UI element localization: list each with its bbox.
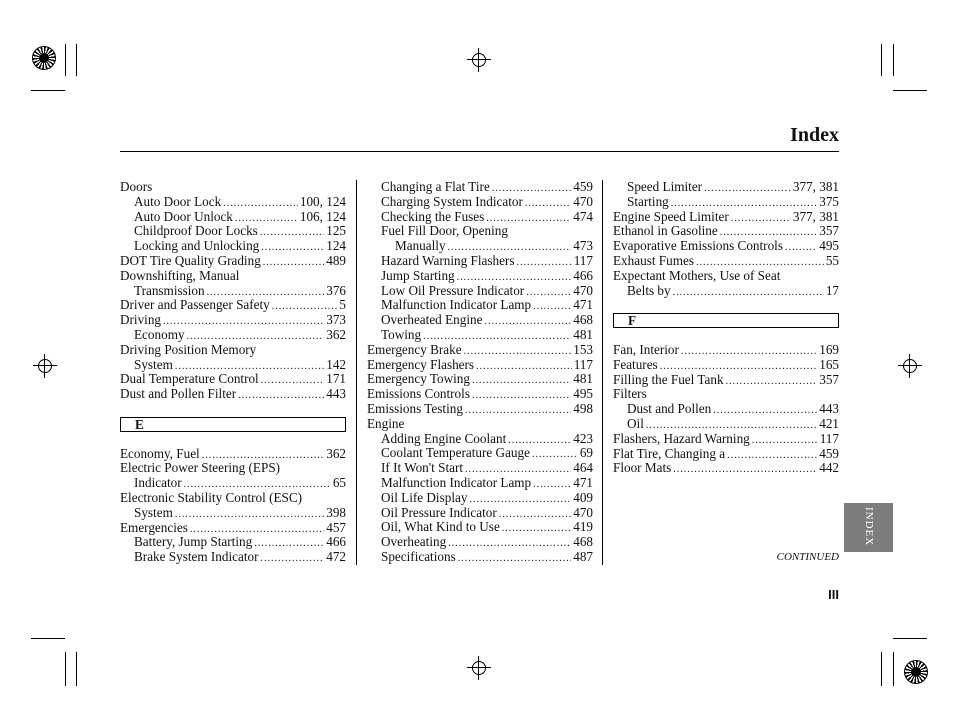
entry-term: Doors [120,179,153,194]
dot-leader [731,212,791,227]
entry-term: Manually [395,238,446,254]
registration-sun-mark [904,660,928,684]
entry-page-number: 375 [819,193,839,209]
entry-page-number: 481 [573,371,593,387]
column-divider [602,180,603,565]
dot-leader [752,434,818,449]
dot-leader [260,226,324,241]
tab-label: INDEX [863,507,875,547]
title-rule [120,151,839,152]
dot-leader [238,389,324,404]
section-gap [120,432,346,447]
index-entry[interactable] [613,269,839,284]
entry-term: If It Won't Start [381,460,464,476]
index-entry[interactable] [120,210,346,225]
entry-term: Driver and Passenger Safety [120,297,270,313]
dot-leader [673,463,817,478]
page-number: III [828,587,839,602]
index-entry[interactable] [613,210,839,225]
entry-term: Emergencies [120,519,188,535]
index-entry[interactable] [367,372,593,387]
index-entry[interactable] [367,358,593,373]
section-gap [120,402,346,417]
entry-page-number: 474 [573,208,593,224]
entry-page-number: 457 [326,519,346,535]
entry-term: Economy [134,326,185,342]
dot-leader [713,404,817,419]
index-entry[interactable] [367,446,593,461]
index-entry[interactable] [120,298,346,313]
dot-leader [525,197,571,212]
index-entry[interactable] [367,402,593,417]
index-entry[interactable] [367,343,593,358]
entry-term: Filters [613,386,647,402]
entry-page-number: 362 [326,445,346,461]
entry-term: Emissions Controls [367,386,470,402]
entry-term: Driving [120,312,162,328]
dot-leader [704,182,791,197]
index-entry[interactable] [613,254,839,269]
entry-term: Locking and Unlocking [134,238,260,254]
entry-term: Fuel Fill Door, Opening [381,223,508,239]
crop-mark [65,652,66,686]
entry-term: Towing [381,326,422,342]
entry-page-number: 473 [573,238,593,254]
index-entry[interactable] [613,180,839,195]
entry-term: Emergency Flashers [367,356,475,372]
index-entry[interactable] [120,224,346,239]
entry-page-number: 487 [573,548,593,564]
index-entry[interactable] [367,269,593,284]
dot-leader [499,508,571,523]
entry-term: Driving Position Memory [120,341,257,357]
entry-term: Engine Speed Limiter [613,208,729,224]
entry-page-number: 470 [573,193,593,209]
entry-page-number: 117 [573,252,593,268]
crop-mark [893,638,927,639]
entry-term: Emergency Towing [367,371,470,387]
index-entry[interactable] [120,284,346,299]
index-entry[interactable] [613,358,839,373]
index-entry[interactable] [120,180,346,195]
entry-term: Childproof Door Locks [134,223,258,239]
dot-leader [261,552,325,567]
entry-page-number: 373 [326,312,346,328]
entry-term: System [134,504,173,520]
section-gap [613,328,839,343]
dot-leader [472,374,571,389]
crop-mark [893,652,894,686]
dot-leader [448,537,571,552]
dot-leader [458,552,572,567]
entry-page-number: 468 [573,312,593,328]
entry-term: Features [613,356,658,372]
index-entry[interactable] [120,491,346,506]
entry-term: Electronic Stability Control (ESC) [120,489,303,505]
entry-page-number: 142 [326,356,346,372]
entry-page-number: 376 [326,282,346,298]
entry-term: Oil Pressure Indicator [381,504,497,520]
page-title: Index [790,124,839,146]
dot-leader [484,315,571,330]
entry-term: Auto Door Lock [134,193,222,209]
entry-page-number: 464 [573,460,593,476]
index-entry[interactable] [120,506,346,521]
index-section-tab[interactable] [844,503,893,552]
entry-term: Checking the Fuses [381,208,485,224]
dot-leader [533,300,571,315]
entry-term: Transmission [134,282,205,298]
entry-page-number: 443 [326,386,346,402]
entry-page-number: 169 [819,341,839,357]
entry-page-number: 423 [573,430,593,446]
entry-term: Speed Limiter [627,179,703,194]
dot-leader [533,478,571,493]
dot-leader [472,389,571,404]
column-divider [356,180,357,565]
entry-term: Evaporative Emissions Controls [613,238,783,254]
entry-page-number: 466 [326,534,346,550]
entry-term: Overheating [381,534,447,550]
entry-page-number: 472 [326,549,346,565]
dot-leader [175,508,324,523]
entry-page-number: 495 [573,386,593,402]
entry-page-number: 398 [326,504,346,520]
index-entry[interactable] [367,520,593,535]
index-entry[interactable] [367,254,593,269]
index-entry[interactable] [120,254,346,269]
entry-page-number: 419 [573,519,593,535]
entry-page-number: 171 [326,371,346,387]
dot-leader [681,345,817,360]
index-entry[interactable] [367,313,593,328]
entry-term: Economy, Fuel [120,445,200,461]
index-entry[interactable] [120,343,346,358]
entry-page-number: 471 [573,474,593,490]
entry-term: Belts by [627,282,671,298]
index-entry[interactable] [367,432,593,447]
index-entry[interactable] [367,417,593,432]
entry-page-number: 470 [573,282,593,298]
registration-crosshair [33,354,57,378]
entry-term: Electric Power Steering (EPS) [120,460,281,476]
dot-leader [163,315,324,330]
index-entry[interactable] [367,180,593,195]
entry-term: Exhaust Fumes [613,252,694,268]
index-column-2 [367,180,593,565]
crop-mark [881,44,882,76]
entry-page-number: 117 [573,356,593,372]
index-entry[interactable] [367,506,593,521]
index-entry[interactable] [613,373,839,388]
continued-label: CONTINUED [776,551,839,563]
entry-page-number: 153 [573,341,593,357]
index-entry[interactable] [367,328,593,343]
index-entry[interactable] [120,447,346,462]
entry-term: Overheated Engine [381,312,483,328]
index-entry[interactable] [120,239,346,254]
entry-term: Filling the Fuel Tank [613,371,724,387]
entry-page-number: 69 [579,445,593,461]
entry-term: Engine [367,415,405,431]
index-entry[interactable] [613,224,839,239]
entry-page-number: 459 [573,179,593,194]
entry-page-number: 443 [819,401,839,417]
dot-leader [727,449,817,464]
entry-page-number: 470 [573,504,593,520]
dot-leader [261,374,324,389]
index-entry[interactable] [613,402,839,417]
dot-leader [223,197,298,212]
entry-page-number: 377, 381 [792,208,839,224]
index-entry[interactable] [120,550,346,565]
entry-page-number: 362 [326,326,346,342]
index-entry[interactable] [613,387,839,402]
entry-term: Coolant Temperature Gauge [381,445,530,461]
entry-term: Emissions Testing [367,400,463,416]
dot-leader [254,537,324,552]
entry-page-number: 466 [573,267,593,283]
index-entry[interactable] [613,461,839,476]
dot-leader [526,286,571,301]
dot-leader [673,286,824,301]
entry-page-number: 377, 381 [792,179,839,194]
index-entry[interactable] [120,521,346,536]
crop-mark [65,44,66,76]
crop-mark [881,652,882,686]
index-entry[interactable] [613,417,839,432]
dot-leader [464,345,572,360]
index-entry[interactable] [367,461,593,476]
entry-term: Flashers, Hazard Warning [613,430,750,446]
entry-page-number: 65 [332,475,346,491]
index-entry[interactable] [613,432,839,447]
entry-page-number: 125 [326,223,346,239]
section-gap [613,298,839,313]
index-entry[interactable] [367,210,593,225]
entry-term: Hazard Warning Flashers [381,252,515,268]
crop-mark [31,90,65,91]
index-entry[interactable] [367,387,593,402]
entry-term: Floor Mats [613,460,672,476]
index-entry[interactable] [367,298,593,313]
registration-crosshair [467,656,491,680]
index-column-1 [120,180,346,565]
entry-page-number: 442 [819,460,839,476]
index-entry[interactable] [367,476,593,491]
index-entry[interactable] [613,284,839,299]
index-entry[interactable] [120,461,346,476]
dot-leader [476,360,572,375]
crop-mark [893,90,927,91]
entry-page-number: 165 [819,356,839,372]
entry-page-number: 55 [825,252,839,268]
entry-term: Dual Temperature Control [120,371,259,387]
entry-term: Downshifting, Manual [120,267,240,283]
index-entry[interactable] [367,224,593,239]
index-entry[interactable] [120,328,346,343]
dot-leader [785,241,817,256]
entry-page-number: 100, 124 [299,193,346,209]
entry-page-number: 117 [819,430,839,446]
section-letter-header: F [613,313,839,328]
entry-term: DOT Tire Quality Grading [120,252,261,268]
entry-term: Dust and Pollen [627,401,712,417]
index-entry[interactable] [120,372,346,387]
entry-term: Specifications [381,548,456,564]
entry-term: Indicator [134,475,182,491]
registration-crosshair [898,354,922,378]
entry-page-number: 106, 124 [299,208,346,224]
entry-term: Flat Tire, Changing a [613,445,726,461]
entry-page-number: 124 [326,238,346,254]
entry-page-number: 498 [573,400,593,416]
entry-term: Dust and Pollen Filter [120,386,237,402]
entry-term: Adding Engine Coolant [381,430,507,446]
dot-leader [532,448,578,463]
index-entry[interactable] [367,535,593,550]
index-column-3 [613,180,839,476]
crop-mark [31,638,65,639]
registration-sun-mark [32,46,56,70]
entry-term: Oil, What Kind to Use [381,519,500,535]
index-entry[interactable] [613,195,839,210]
entry-term: Jump Starting [381,267,455,283]
entry-page-number: 471 [573,297,593,313]
entry-term: Oil [627,415,644,431]
index-entry[interactable] [120,358,346,373]
entry-term: Malfunction Indicator Lamp [381,474,532,490]
index-entry[interactable] [120,387,346,402]
index-entry[interactable] [613,343,839,358]
index-entry[interactable] [120,535,346,550]
index-entry[interactable] [613,447,839,462]
entry-term: Brake System Indicator [134,549,259,565]
index-entry[interactable] [120,313,346,328]
crop-mark [893,44,894,76]
entry-term: Starting [627,193,669,209]
entry-page-number: 357 [819,223,839,239]
entry-term: Ethanol in Gasoline [613,223,718,239]
entry-term: Fan, Interior [613,341,679,357]
entry-term: Oil Life Display [381,489,468,505]
entry-page-number: 481 [573,326,593,342]
index-entry[interactable] [367,284,593,299]
crop-mark [76,652,77,686]
entry-page-number: 495 [819,238,839,254]
dot-leader [263,256,324,271]
entry-term: Changing a Flat Tire [381,179,490,194]
dot-leader [465,404,571,419]
dot-leader [261,241,324,256]
entry-term: Auto Door Unlock [134,208,233,224]
entry-term: System [134,356,173,372]
entry-page-number: 459 [819,445,839,461]
entry-page-number: 17 [825,282,839,298]
index-entry[interactable] [120,476,346,491]
section-letter-header: E [120,417,346,432]
index-entry[interactable] [120,269,346,284]
entry-page-number: 409 [573,489,593,505]
entry-term: Emergency Brake [367,341,462,357]
entry-page-number: 357 [819,371,839,387]
entry-page-number: 468 [573,534,593,550]
registration-crosshair [467,48,491,72]
index-entry[interactable] [120,195,346,210]
dot-leader [502,522,571,537]
crop-mark [76,44,77,76]
dot-leader [516,256,571,271]
entry-term: Malfunction Indicator Lamp [381,297,532,313]
entry-term: Battery, Jump Starting [134,534,253,550]
index-entry[interactable] [367,550,593,565]
entry-page-number: 489 [326,252,346,268]
index-entry[interactable] [367,491,593,506]
entry-term: Charging System Indicator [381,193,523,209]
index-entry[interactable] [613,239,839,254]
entry-page-number: 421 [819,415,839,431]
entry-term: Expectant Mothers, Use of Seat [613,267,781,283]
entry-page-number: 5 [339,297,346,313]
entry-term: Low Oil Pressure Indicator [381,282,525,298]
index-entry[interactable] [367,195,593,210]
dot-leader [726,375,818,390]
index-entry[interactable] [367,239,593,254]
